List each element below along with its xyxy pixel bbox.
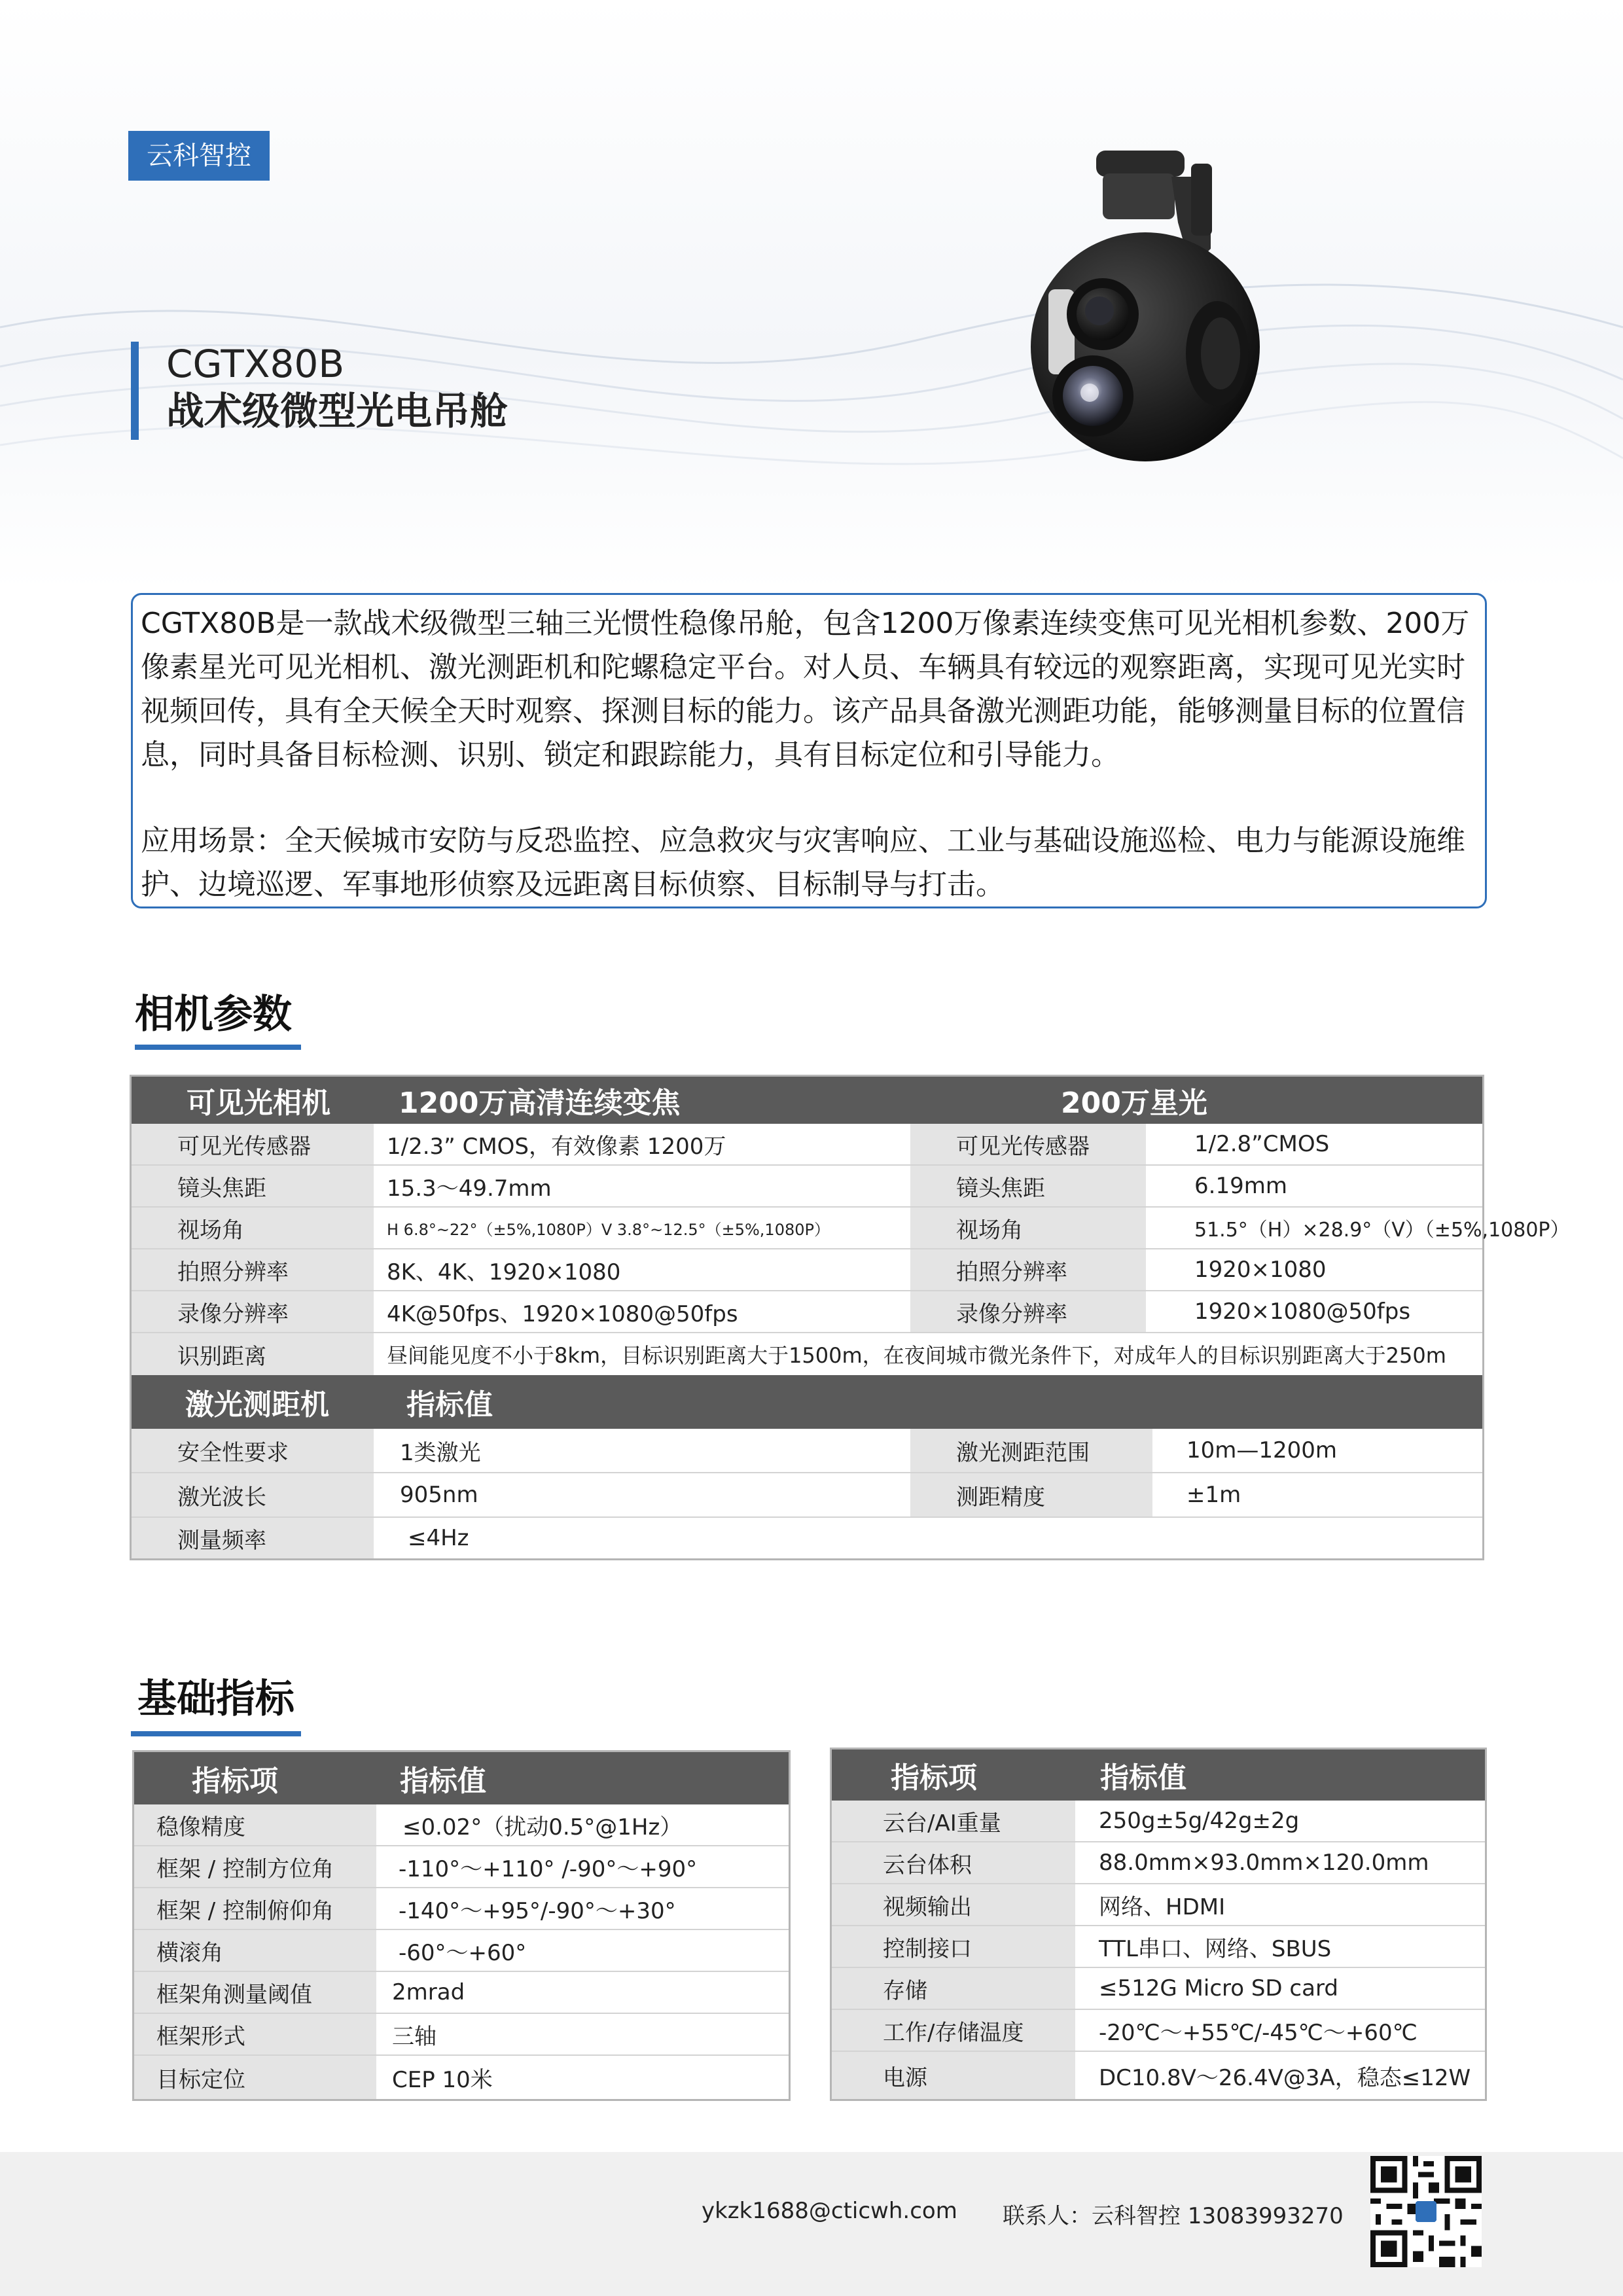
- row-value: 6.19mm: [1194, 1173, 1287, 1199]
- camera-params-table: [130, 1075, 1570, 1560]
- row-label: 安全性要求: [132, 1429, 374, 1472]
- visible-camera-header: [132, 1077, 1482, 1124]
- row-label: 框架 / 控制方位角: [134, 1846, 376, 1887]
- basic-section-title: 基础指标: [137, 1676, 294, 1722]
- table-row: [134, 1888, 789, 1930]
- visible-header-title: 可见光相机: [187, 1086, 330, 1120]
- table-row: [132, 1166, 1482, 1208]
- table-row: [832, 2010, 1485, 2052]
- row-label: 框架形式: [134, 2014, 376, 2054]
- camera-section-title: 相机参数: [135, 992, 292, 1037]
- header-value: 指标值: [1100, 1761, 1186, 1795]
- row-label: 测量频率: [132, 1518, 374, 1558]
- table-row: [832, 2052, 1485, 2099]
- row-value: 昼间能见度不小于8km，目标识别距离大于1500m，在夜间城市微光条件下，对成年人的目标识别距离大于250m: [387, 1343, 1446, 1368]
- row-label: 测距精度: [910, 1473, 1152, 1516]
- row-label: 激光波长: [132, 1473, 374, 1516]
- row-value: 网络、HDMI: [1099, 1893, 1226, 1920]
- intro-description: CGTX80B是一款战术级微型三轴三光惯性稳像吊舱，包含1200万像素连续变焦可见光相机参数、200万像素星光可见光相机、激光测距机和陀螺稳定平台。对人员、车辆具有较远的观察距离，实现可见光实时视频回传，具有全天候全天时观察、探测目标的能力。该产品具备激光测距功能，能够测量目标的位置信息，同时具备目标检测、识别、锁定和跟踪能力，具有目标定位和引导能力。: [141, 607, 1470, 772]
- row-label: 控制接口: [832, 1926, 1075, 1967]
- header-item: 指标项: [891, 1761, 977, 1795]
- table-row: [832, 1884, 1485, 1926]
- footer-email: ykzk1688@cticwh.com: [702, 2198, 957, 2224]
- row-label: 视场角: [910, 1208, 1146, 1248]
- table-row: [134, 1972, 789, 2014]
- basic-left-table: [132, 1750, 791, 2101]
- row-value: ±1m: [1186, 1482, 1241, 1508]
- row-label: 目标定位: [134, 2056, 376, 2099]
- table-row: [134, 2056, 789, 2099]
- row-value: 1/2.8”CMOS: [1194, 1131, 1330, 1157]
- table-row: [132, 1429, 1482, 1473]
- laser-header-title: 激光测距机: [185, 1388, 329, 1422]
- row-value: 8K、4K、1920×1080: [387, 1259, 621, 1285]
- table-row: [132, 1473, 1482, 1518]
- row-value: 905nm: [400, 1482, 478, 1508]
- gimbal-camera-image: [995, 137, 1270, 478]
- table-row: [832, 1801, 1485, 1842]
- basic-section-underline: [131, 1731, 301, 1736]
- row-value: H 6.8°~22°（±5%,1080P）V 3.8°~12.5°（±5%,1080P）: [387, 1220, 830, 1239]
- row-label: 云台/AI重量: [832, 1801, 1075, 1841]
- row-label: 拍照分辨率: [910, 1249, 1146, 1290]
- row-value: 1920×1080: [1194, 1257, 1327, 1283]
- table-row: [132, 1518, 1482, 1558]
- row-value: 1/2.3” CMOS，有效像素 1200万: [387, 1133, 726, 1160]
- row-value: 2mrad: [392, 1979, 465, 2005]
- row-label: 存储: [832, 1968, 1075, 2009]
- table-row: [134, 1846, 789, 1888]
- laser-header: [132, 1375, 1482, 1429]
- row-value: ≤0.02°（扰动0.5°@1Hz）: [402, 1814, 683, 1840]
- product-model: CGTX80B: [166, 342, 345, 386]
- row-value: CEP 10米: [392, 2066, 493, 2093]
- row-label: 识别距离: [132, 1333, 374, 1375]
- title-accent-bar: [131, 342, 139, 440]
- row-value: -110°～+110° /-90°～+90°: [399, 1856, 698, 1882]
- visible-header-col1: 1200万高清连续变焦: [399, 1086, 681, 1120]
- row-value: 三轴: [392, 2023, 437, 2050]
- row-value: 51.5°（H）×28.9°（V）（±5%,1080P）: [1194, 1219, 1570, 1242]
- row-label: 电源: [832, 2052, 1075, 2099]
- row-label: 稳像精度: [134, 1804, 376, 1845]
- table-row: [132, 1124, 1482, 1166]
- header-value: 指标值: [400, 1765, 486, 1798]
- laser-header-col1: 指标值: [406, 1388, 493, 1422]
- table-row: [832, 1968, 1485, 2010]
- row-value: 250g±5g/42g±2g: [1099, 1808, 1300, 1834]
- product-name: 战术级微型光电吊舱: [166, 389, 508, 433]
- table-row: [134, 1804, 789, 1846]
- row-value: 4K@50fps、1920×1080@50fps: [387, 1300, 738, 1327]
- row-label: 框架角测量阈值: [134, 1972, 376, 2013]
- row-label: 框架 / 控制俯仰角: [134, 1888, 376, 1929]
- basic-left-header: [134, 1752, 789, 1804]
- row-value: ≤4Hz: [408, 1525, 469, 1551]
- intro-application: 应用场景：全天候城市安防与反恐监控、应急救灾与灾害响应、工业与基础设施巡检、电力与能源设施维护、边境巡逻、军事地形侦察及远距离目标侦察、目标制导与打击。: [141, 824, 1465, 901]
- row-value: 88.0mm×93.0mm×120.0mm: [1099, 1850, 1429, 1876]
- row-label: 横滚角: [134, 1930, 376, 1971]
- row-label: 视场角: [132, 1208, 374, 1248]
- row-label: 录像分辨率: [132, 1291, 374, 1332]
- row-label: 拍照分辨率: [132, 1249, 374, 1290]
- table-row: [132, 1208, 1570, 1249]
- row-label: 工作/存储温度: [832, 2010, 1075, 2051]
- qr-code-icon: [1370, 2156, 1482, 2267]
- row-value: -20℃～+55℃/-45℃～+60℃: [1099, 2019, 1418, 2046]
- footer-contact: 联系人：云科智控 13083993270: [1003, 2203, 1344, 2229]
- row-value: -60°～+60°: [399, 1939, 527, 1966]
- header-item: 指标项: [192, 1765, 278, 1798]
- row-label: 镜头焦距: [910, 1166, 1146, 1206]
- row-value: 15.3～49.7mm: [387, 1175, 552, 1202]
- intro-box: [131, 593, 1487, 908]
- row-value: 1920×1080@50fps: [1194, 1299, 1411, 1325]
- table-row: [832, 1842, 1485, 1884]
- row-label: 镜头焦距: [132, 1166, 374, 1206]
- table-row: [832, 1926, 1485, 1968]
- row-label: 可见光传感器: [910, 1124, 1146, 1164]
- brand-tag: 云科智控: [128, 131, 270, 181]
- row-value: ≤512G Micro SD card: [1099, 1975, 1338, 2001]
- row-label: 视频输出: [832, 1884, 1075, 1925]
- row-label: 云台体积: [832, 1842, 1075, 1883]
- row-value: TTL串口、网络、SBUS: [1099, 1935, 1332, 1962]
- row-value: 1类激光: [400, 1439, 481, 1466]
- table-row: [132, 1249, 1482, 1291]
- basic-right-header: [832, 1749, 1485, 1801]
- row-label: 录像分辨率: [910, 1291, 1146, 1332]
- visible-header-col2: 200万星光: [1061, 1086, 1207, 1120]
- table-row: [132, 1291, 1482, 1333]
- basic-right-table: [830, 1748, 1487, 2101]
- row-label: 可见光传感器: [132, 1124, 374, 1164]
- table-row: [134, 1930, 789, 1972]
- table-row: [132, 1333, 1482, 1375]
- row-label: 激光测距范围: [910, 1429, 1152, 1472]
- row-value: -140°～+95°/-90°～+30°: [399, 1897, 676, 1924]
- camera-section-underline: [135, 1045, 301, 1050]
- row-value: DC10.8V～26.4V@3A，稳态≤12W: [1099, 2064, 1471, 2091]
- table-row: [134, 2014, 789, 2056]
- row-value: 10m—1200m: [1186, 1437, 1338, 1463]
